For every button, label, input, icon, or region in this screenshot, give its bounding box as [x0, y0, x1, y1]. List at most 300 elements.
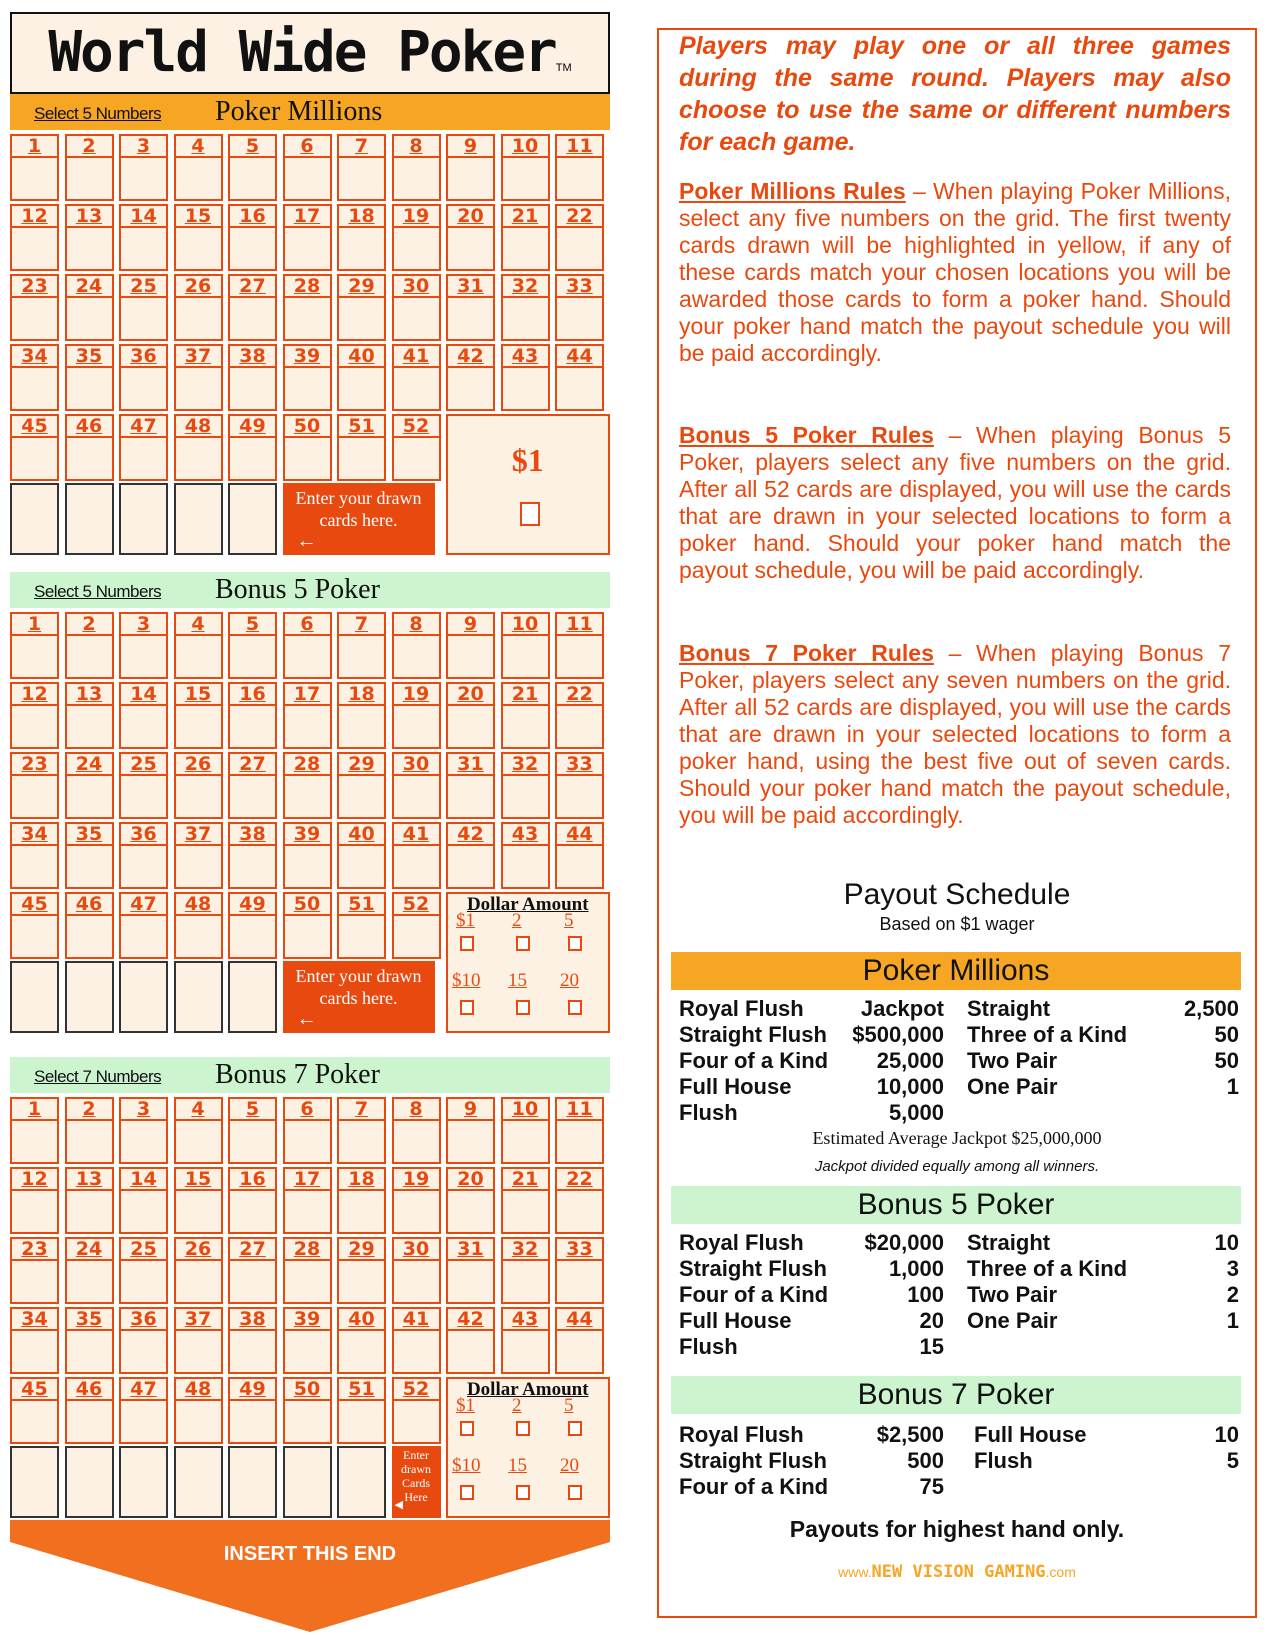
- number-cell[interactable]: [10, 1307, 59, 1374]
- number-cell[interactable]: [555, 822, 604, 889]
- hand-name: Two Pair: [967, 1282, 1058, 1307]
- number-cell[interactable]: [65, 682, 114, 749]
- number-cell[interactable]: [119, 892, 168, 959]
- number-cell[interactable]: [555, 1307, 604, 1374]
- number-cell[interactable]: [65, 1167, 114, 1234]
- number-cell[interactable]: [10, 892, 59, 959]
- number-cell[interactable]: [337, 1307, 386, 1374]
- number-cell[interactable]: [65, 204, 114, 271]
- number-cell[interactable]: [392, 1237, 441, 1304]
- number-cell[interactable]: [446, 612, 495, 679]
- number-cell[interactable]: [228, 414, 277, 481]
- number-cell[interactable]: [65, 1097, 114, 1164]
- number-cell[interactable]: [283, 892, 332, 959]
- number-cell[interactable]: [501, 1097, 550, 1164]
- number-cell[interactable]: [555, 344, 604, 411]
- number-cell[interactable]: [10, 752, 59, 819]
- number-cell[interactable]: [119, 1377, 168, 1444]
- number-cell[interactable]: [228, 1307, 277, 1374]
- enter-drawn-cards-label: [283, 961, 435, 1033]
- wager-amount: $10: [452, 970, 481, 991]
- number-cell[interactable]: [174, 274, 223, 341]
- bonus5-rules-heading: Bonus 5 Poker Rules: [679, 422, 934, 448]
- number-cell[interactable]: [283, 1237, 332, 1304]
- number-cell[interactable]: [337, 682, 386, 749]
- number-cell[interactable]: [446, 344, 495, 411]
- hand-name: Four of a Kind: [679, 1282, 829, 1307]
- number-label: 15: [176, 1169, 221, 1191]
- number-cell[interactable]: [65, 822, 114, 889]
- number-cell[interactable]: [392, 892, 441, 959]
- hand-name: Four of a Kind: [679, 1474, 829, 1499]
- number-cell[interactable]: [337, 274, 386, 341]
- dollar-amount-heading: Dollar Amount: [466, 1379, 589, 1400]
- number-label: 35: [67, 824, 112, 846]
- number-label: 47: [121, 1379, 166, 1401]
- number-label: 7: [339, 1099, 384, 1121]
- number-cell[interactable]: [446, 1167, 495, 1234]
- wager-checkbox[interactable]: [460, 1421, 474, 1436]
- number-label: 40: [339, 824, 384, 846]
- number-cell[interactable]: [65, 1237, 114, 1304]
- number-cell[interactable]: [119, 1167, 168, 1234]
- wager-amount: $1: [456, 1395, 475, 1416]
- drawn-card-box[interactable]: [174, 961, 223, 1033]
- number-label: 26: [176, 1239, 221, 1261]
- wager-checkbox[interactable]: [568, 1000, 582, 1015]
- number-cell[interactable]: [392, 752, 441, 819]
- drawn-card-box[interactable]: [174, 1446, 223, 1518]
- number-cell[interactable]: [555, 1167, 604, 1234]
- number-cell[interactable]: [228, 682, 277, 749]
- number-cell[interactable]: [392, 204, 441, 271]
- number-cell[interactable]: [65, 1377, 114, 1444]
- number-cell[interactable]: [392, 344, 441, 411]
- drawn-card-box[interactable]: [283, 1446, 332, 1518]
- number-label: 38: [230, 1309, 275, 1331]
- number-cell[interactable]: [392, 612, 441, 679]
- drawn-card-box[interactable]: [10, 961, 59, 1033]
- number-cell[interactable]: [174, 1097, 223, 1164]
- wager-checkbox[interactable]: [460, 936, 474, 951]
- payout-row: [679, 1048, 944, 1074]
- number-cell[interactable]: [119, 1307, 168, 1374]
- number-cell[interactable]: [446, 274, 495, 341]
- number-cell[interactable]: [228, 204, 277, 271]
- number-label: 27: [230, 754, 275, 776]
- payout-title: Payout Schedule: [843, 878, 1071, 911]
- number-label: 52: [394, 1379, 439, 1401]
- number-cell[interactable]: [65, 134, 114, 201]
- number-cell[interactable]: [337, 612, 386, 679]
- number-label: 29: [339, 276, 384, 298]
- drawn-card-box[interactable]: [65, 961, 114, 1033]
- number-cell[interactable]: [283, 344, 332, 411]
- number-cell[interactable]: [10, 134, 59, 201]
- number-label: 20: [448, 206, 493, 228]
- number-cell[interactable]: [174, 1307, 223, 1374]
- number-cell[interactable]: [174, 752, 223, 819]
- number-cell[interactable]: [65, 892, 114, 959]
- number-label: 17: [285, 684, 330, 706]
- number-cell[interactable]: [174, 414, 223, 481]
- number-cell[interactable]: [337, 204, 386, 271]
- number-cell[interactable]: [555, 612, 604, 679]
- number-cell[interactable]: [392, 822, 441, 889]
- number-label: 6: [285, 614, 330, 636]
- number-label: 20: [448, 684, 493, 706]
- hand-name: Full House: [679, 1074, 792, 1099]
- number-cell[interactable]: [501, 1307, 550, 1374]
- drawn-card-box[interactable]: [119, 1446, 168, 1518]
- number-cell[interactable]: [228, 344, 277, 411]
- number-cell[interactable]: [174, 1237, 223, 1304]
- payout-row: [967, 1074, 1239, 1100]
- drawn-card-box[interactable]: [65, 1446, 114, 1518]
- number-cell[interactable]: [174, 344, 223, 411]
- number-label: 11: [557, 1099, 602, 1121]
- number-cell[interactable]: [228, 274, 277, 341]
- number-cell[interactable]: [555, 682, 604, 749]
- number-cell[interactable]: [501, 1237, 550, 1304]
- number-label: 23: [12, 276, 57, 298]
- number-cell[interactable]: [119, 612, 168, 679]
- number-cell[interactable]: [555, 204, 604, 271]
- insert-label: INSERT THIS END: [223, 1543, 397, 1565]
- number-cell[interactable]: [10, 414, 59, 481]
- number-cell[interactable]: [65, 344, 114, 411]
- jackpot-note: Estimated Average Jackpot $25,000,000: [812, 1128, 1102, 1148]
- number-cell[interactable]: [65, 752, 114, 819]
- number-cell[interactable]: [337, 344, 386, 411]
- payout-row: [679, 1256, 944, 1282]
- number-cell[interactable]: [174, 1377, 223, 1444]
- number-cell[interactable]: [228, 134, 277, 201]
- number-cell[interactable]: [228, 1377, 277, 1444]
- number-cell[interactable]: [283, 612, 332, 679]
- number-cell[interactable]: [228, 1167, 277, 1234]
- number-cell[interactable]: [337, 1377, 386, 1444]
- number-label: 45: [12, 416, 57, 438]
- number-cell[interactable]: [446, 204, 495, 271]
- payout-row: [679, 1334, 944, 1360]
- website-suffix: .com: [1045, 1564, 1076, 1580]
- number-cell[interactable]: [174, 892, 223, 959]
- wager-checkbox[interactable]: [460, 1485, 474, 1500]
- bonus7-rules-heading: Bonus 7 Poker Rules: [679, 640, 934, 666]
- number-cell[interactable]: [174, 682, 223, 749]
- number-cell[interactable]: [392, 1097, 441, 1164]
- number-label: 5: [230, 614, 275, 636]
- number-cell[interactable]: [555, 134, 604, 201]
- number-label: 18: [339, 206, 384, 228]
- number-cell[interactable]: [446, 1237, 495, 1304]
- number-label: 1: [12, 136, 57, 158]
- number-label: 51: [339, 416, 384, 438]
- number-label: 26: [176, 276, 221, 298]
- number-label: 38: [230, 824, 275, 846]
- number-cell[interactable]: [10, 612, 59, 679]
- number-label: 41: [394, 1309, 439, 1331]
- number-label: 42: [448, 1309, 493, 1331]
- number-cell[interactable]: [283, 414, 332, 481]
- number-cell[interactable]: [446, 822, 495, 889]
- number-label: 35: [67, 346, 112, 368]
- number-cell[interactable]: [283, 274, 332, 341]
- number-label: 13: [67, 684, 112, 706]
- number-label: 22: [557, 206, 602, 228]
- number-cell[interactable]: [337, 414, 386, 481]
- number-cell[interactable]: [119, 752, 168, 819]
- number-cell[interactable]: [501, 752, 550, 819]
- number-cell[interactable]: [119, 1237, 168, 1304]
- number-cell[interactable]: [283, 752, 332, 819]
- game-header-bar: [10, 572, 610, 608]
- number-cell[interactable]: [337, 752, 386, 819]
- number-cell[interactable]: [283, 682, 332, 749]
- trademark: TM: [555, 62, 572, 74]
- number-cell[interactable]: [446, 1307, 495, 1374]
- number-label: 4: [176, 1099, 221, 1121]
- number-label: 9: [448, 614, 493, 636]
- number-cell[interactable]: [392, 1167, 441, 1234]
- number-cell[interactable]: [501, 204, 550, 271]
- game-header-bar: [10, 94, 610, 130]
- wager-checkbox[interactable]: [520, 502, 540, 526]
- number-cell[interactable]: [501, 344, 550, 411]
- number-cell[interactable]: [65, 612, 114, 679]
- number-cell[interactable]: [228, 612, 277, 679]
- number-cell[interactable]: [501, 274, 550, 341]
- drawn-card-box[interactable]: [10, 1446, 59, 1518]
- number-cell[interactable]: [337, 1167, 386, 1234]
- hand-name: Full House: [974, 1422, 1087, 1447]
- hand-name: Flush: [974, 1448, 1033, 1473]
- number-cell[interactable]: [501, 822, 550, 889]
- number-cell[interactable]: [283, 1377, 332, 1444]
- number-label: 24: [67, 1239, 112, 1261]
- number-cell[interactable]: [501, 612, 550, 679]
- number-label: 36: [121, 1309, 166, 1331]
- payout-subtitle: Based on $1 wager: [879, 914, 1035, 934]
- number-cell[interactable]: [228, 822, 277, 889]
- number-label: 22: [557, 1169, 602, 1191]
- number-label: 2: [67, 614, 112, 636]
- number-label: 14: [121, 1169, 166, 1191]
- number-cell[interactable]: [119, 344, 168, 411]
- number-cell[interactable]: [10, 682, 59, 749]
- wager-checkbox[interactable]: [568, 936, 582, 951]
- wager-checkbox[interactable]: [568, 1485, 582, 1500]
- wager-amount: 20: [560, 1455, 579, 1476]
- number-cell[interactable]: [119, 414, 168, 481]
- number-cell[interactable]: [10, 1377, 59, 1444]
- insert-arrow: [10, 1520, 610, 1632]
- drawn-card-box[interactable]: [228, 483, 277, 555]
- number-cell[interactable]: [501, 1167, 550, 1234]
- number-cell[interactable]: [446, 1097, 495, 1164]
- number-label: 47: [121, 416, 166, 438]
- select-count-label: Select 5 Numbers: [34, 582, 162, 601]
- number-cell[interactable]: [392, 274, 441, 341]
- enter-label-line: drawn: [401, 1462, 431, 1476]
- number-cell[interactable]: [446, 682, 495, 749]
- number-cell[interactable]: [501, 134, 550, 201]
- number-label: 30: [394, 276, 439, 298]
- number-cell[interactable]: [119, 274, 168, 341]
- number-cell[interactable]: [228, 892, 277, 959]
- payout-row: [974, 1422, 1239, 1448]
- number-cell[interactable]: [174, 612, 223, 679]
- number-cell[interactable]: [119, 822, 168, 889]
- payout-value: 2: [1226, 1282, 1239, 1307]
- number-label: 15: [176, 206, 221, 228]
- payout-value: 75: [919, 1474, 944, 1499]
- number-label: 11: [557, 136, 602, 158]
- payout-value: $2,500: [876, 1422, 944, 1447]
- number-cell[interactable]: [337, 1097, 386, 1164]
- payout-row: [679, 1474, 944, 1500]
- number-cell[interactable]: [283, 822, 332, 889]
- drawn-card-box[interactable]: [228, 961, 277, 1033]
- number-cell[interactable]: [65, 274, 114, 341]
- number-label: 52: [394, 894, 439, 916]
- number-cell[interactable]: [119, 682, 168, 749]
- number-label: 37: [176, 1309, 221, 1331]
- hand-name: Two Pair: [967, 1048, 1058, 1073]
- number-cell[interactable]: [392, 682, 441, 749]
- number-cell[interactable]: [10, 204, 59, 271]
- number-label: 34: [12, 1309, 57, 1331]
- enter-label-line: Here: [404, 1490, 428, 1504]
- drawn-card-box[interactable]: [174, 483, 223, 555]
- number-cell[interactable]: [446, 752, 495, 819]
- number-label: 49: [230, 416, 275, 438]
- number-cell[interactable]: [10, 344, 59, 411]
- number-cell[interactable]: [174, 1167, 223, 1234]
- number-label: 9: [448, 136, 493, 158]
- wager-area: [446, 1377, 610, 1518]
- number-cell[interactable]: [119, 1097, 168, 1164]
- number-label: 47: [121, 894, 166, 916]
- number-cell[interactable]: [555, 1237, 604, 1304]
- number-cell[interactable]: [10, 274, 59, 341]
- number-cell[interactable]: [283, 1167, 332, 1234]
- number-cell[interactable]: [555, 752, 604, 819]
- drawn-card-box[interactable]: [119, 483, 168, 555]
- number-label: 9: [448, 1099, 493, 1121]
- number-cell[interactable]: [555, 274, 604, 341]
- number-cell[interactable]: [337, 822, 386, 889]
- number-cell[interactable]: [119, 134, 168, 201]
- number-cell[interactable]: [10, 1167, 59, 1234]
- hand-name: Three of a Kind: [967, 1256, 1128, 1281]
- number-cell[interactable]: [501, 682, 550, 749]
- number-cell[interactable]: [446, 134, 495, 201]
- drawn-card-box[interactable]: [10, 483, 59, 555]
- number-cell[interactable]: [10, 1097, 59, 1164]
- number-cell[interactable]: [283, 1097, 332, 1164]
- number-cell[interactable]: [337, 134, 386, 201]
- dollar-amount-heading: Dollar Amount: [466, 894, 589, 915]
- number-cell[interactable]: [65, 414, 114, 481]
- number-cell[interactable]: [228, 1097, 277, 1164]
- wager-checkbox[interactable]: [460, 1000, 474, 1015]
- number-label: 25: [121, 1239, 166, 1261]
- number-cell[interactable]: [10, 1237, 59, 1304]
- number-cell[interactable]: [555, 1097, 604, 1164]
- number-cell[interactable]: [392, 414, 441, 481]
- number-label: 37: [176, 346, 221, 368]
- number-label: 34: [12, 824, 57, 846]
- game-header-bar: [10, 1057, 610, 1093]
- wager-checkbox[interactable]: [516, 936, 530, 951]
- number-label: 23: [12, 754, 57, 776]
- payout-row: [679, 1448, 944, 1474]
- wager-checkbox[interactable]: [516, 1485, 530, 1500]
- number-label: 17: [285, 1169, 330, 1191]
- payout-footer: Payouts for highest hand only.: [789, 1516, 1125, 1542]
- wager-amount: 2: [512, 910, 522, 931]
- number-cell[interactable]: [174, 822, 223, 889]
- wager-checkbox[interactable]: [516, 1421, 530, 1436]
- wager-checkbox[interactable]: [568, 1421, 582, 1436]
- wager-checkbox[interactable]: [516, 1000, 530, 1015]
- number-cell[interactable]: [283, 204, 332, 271]
- payout-value: 500: [907, 1448, 944, 1473]
- wager-amount: $10: [452, 1455, 481, 1476]
- number-label: 27: [230, 1239, 275, 1261]
- number-cell[interactable]: [228, 752, 277, 819]
- number-label: 19: [394, 1169, 439, 1191]
- wager-amount: $1: [511, 442, 544, 478]
- number-cell[interactable]: [337, 1237, 386, 1304]
- hand-name: Straight Flush: [679, 1448, 827, 1473]
- number-label: 17: [285, 206, 330, 228]
- number-label: 35: [67, 1309, 112, 1331]
- wager-amount: 2: [512, 1395, 522, 1416]
- bonus5-payout-band: Bonus 5 Poker: [671, 1186, 1241, 1224]
- number-cell[interactable]: [392, 1307, 441, 1374]
- drawn-card-box[interactable]: [337, 1446, 386, 1518]
- number-cell[interactable]: [174, 134, 223, 201]
- bonus7-rules: [679, 640, 1231, 829]
- number-cell[interactable]: [65, 1307, 114, 1374]
- number-label: 10: [503, 614, 548, 636]
- number-cell[interactable]: [228, 1237, 277, 1304]
- number-label: 42: [448, 824, 493, 846]
- drawn-card-box[interactable]: [65, 483, 114, 555]
- number-cell[interactable]: [283, 134, 332, 201]
- number-cell[interactable]: [392, 134, 441, 201]
- number-cell[interactable]: [283, 1307, 332, 1374]
- drawn-card-box[interactable]: [119, 961, 168, 1033]
- number-cell[interactable]: [174, 204, 223, 271]
- number-cell[interactable]: [10, 822, 59, 889]
- arrow-icon: ←: [296, 530, 317, 552]
- payout-value: 100: [907, 1282, 944, 1307]
- payout-value: 20: [919, 1308, 944, 1333]
- number-label: 31: [448, 754, 493, 776]
- enter-drawn-cards-label: [392, 1446, 441, 1518]
- number-cell[interactable]: [392, 1377, 441, 1444]
- number-cell[interactable]: [119, 204, 168, 271]
- number-cell[interactable]: [337, 892, 386, 959]
- rules-panel: [657, 28, 1257, 1618]
- drawn-card-box[interactable]: [228, 1446, 277, 1518]
- poker-millions-rules-heading: Poker Millions Rules: [679, 178, 906, 204]
- number-label: 48: [176, 1379, 221, 1401]
